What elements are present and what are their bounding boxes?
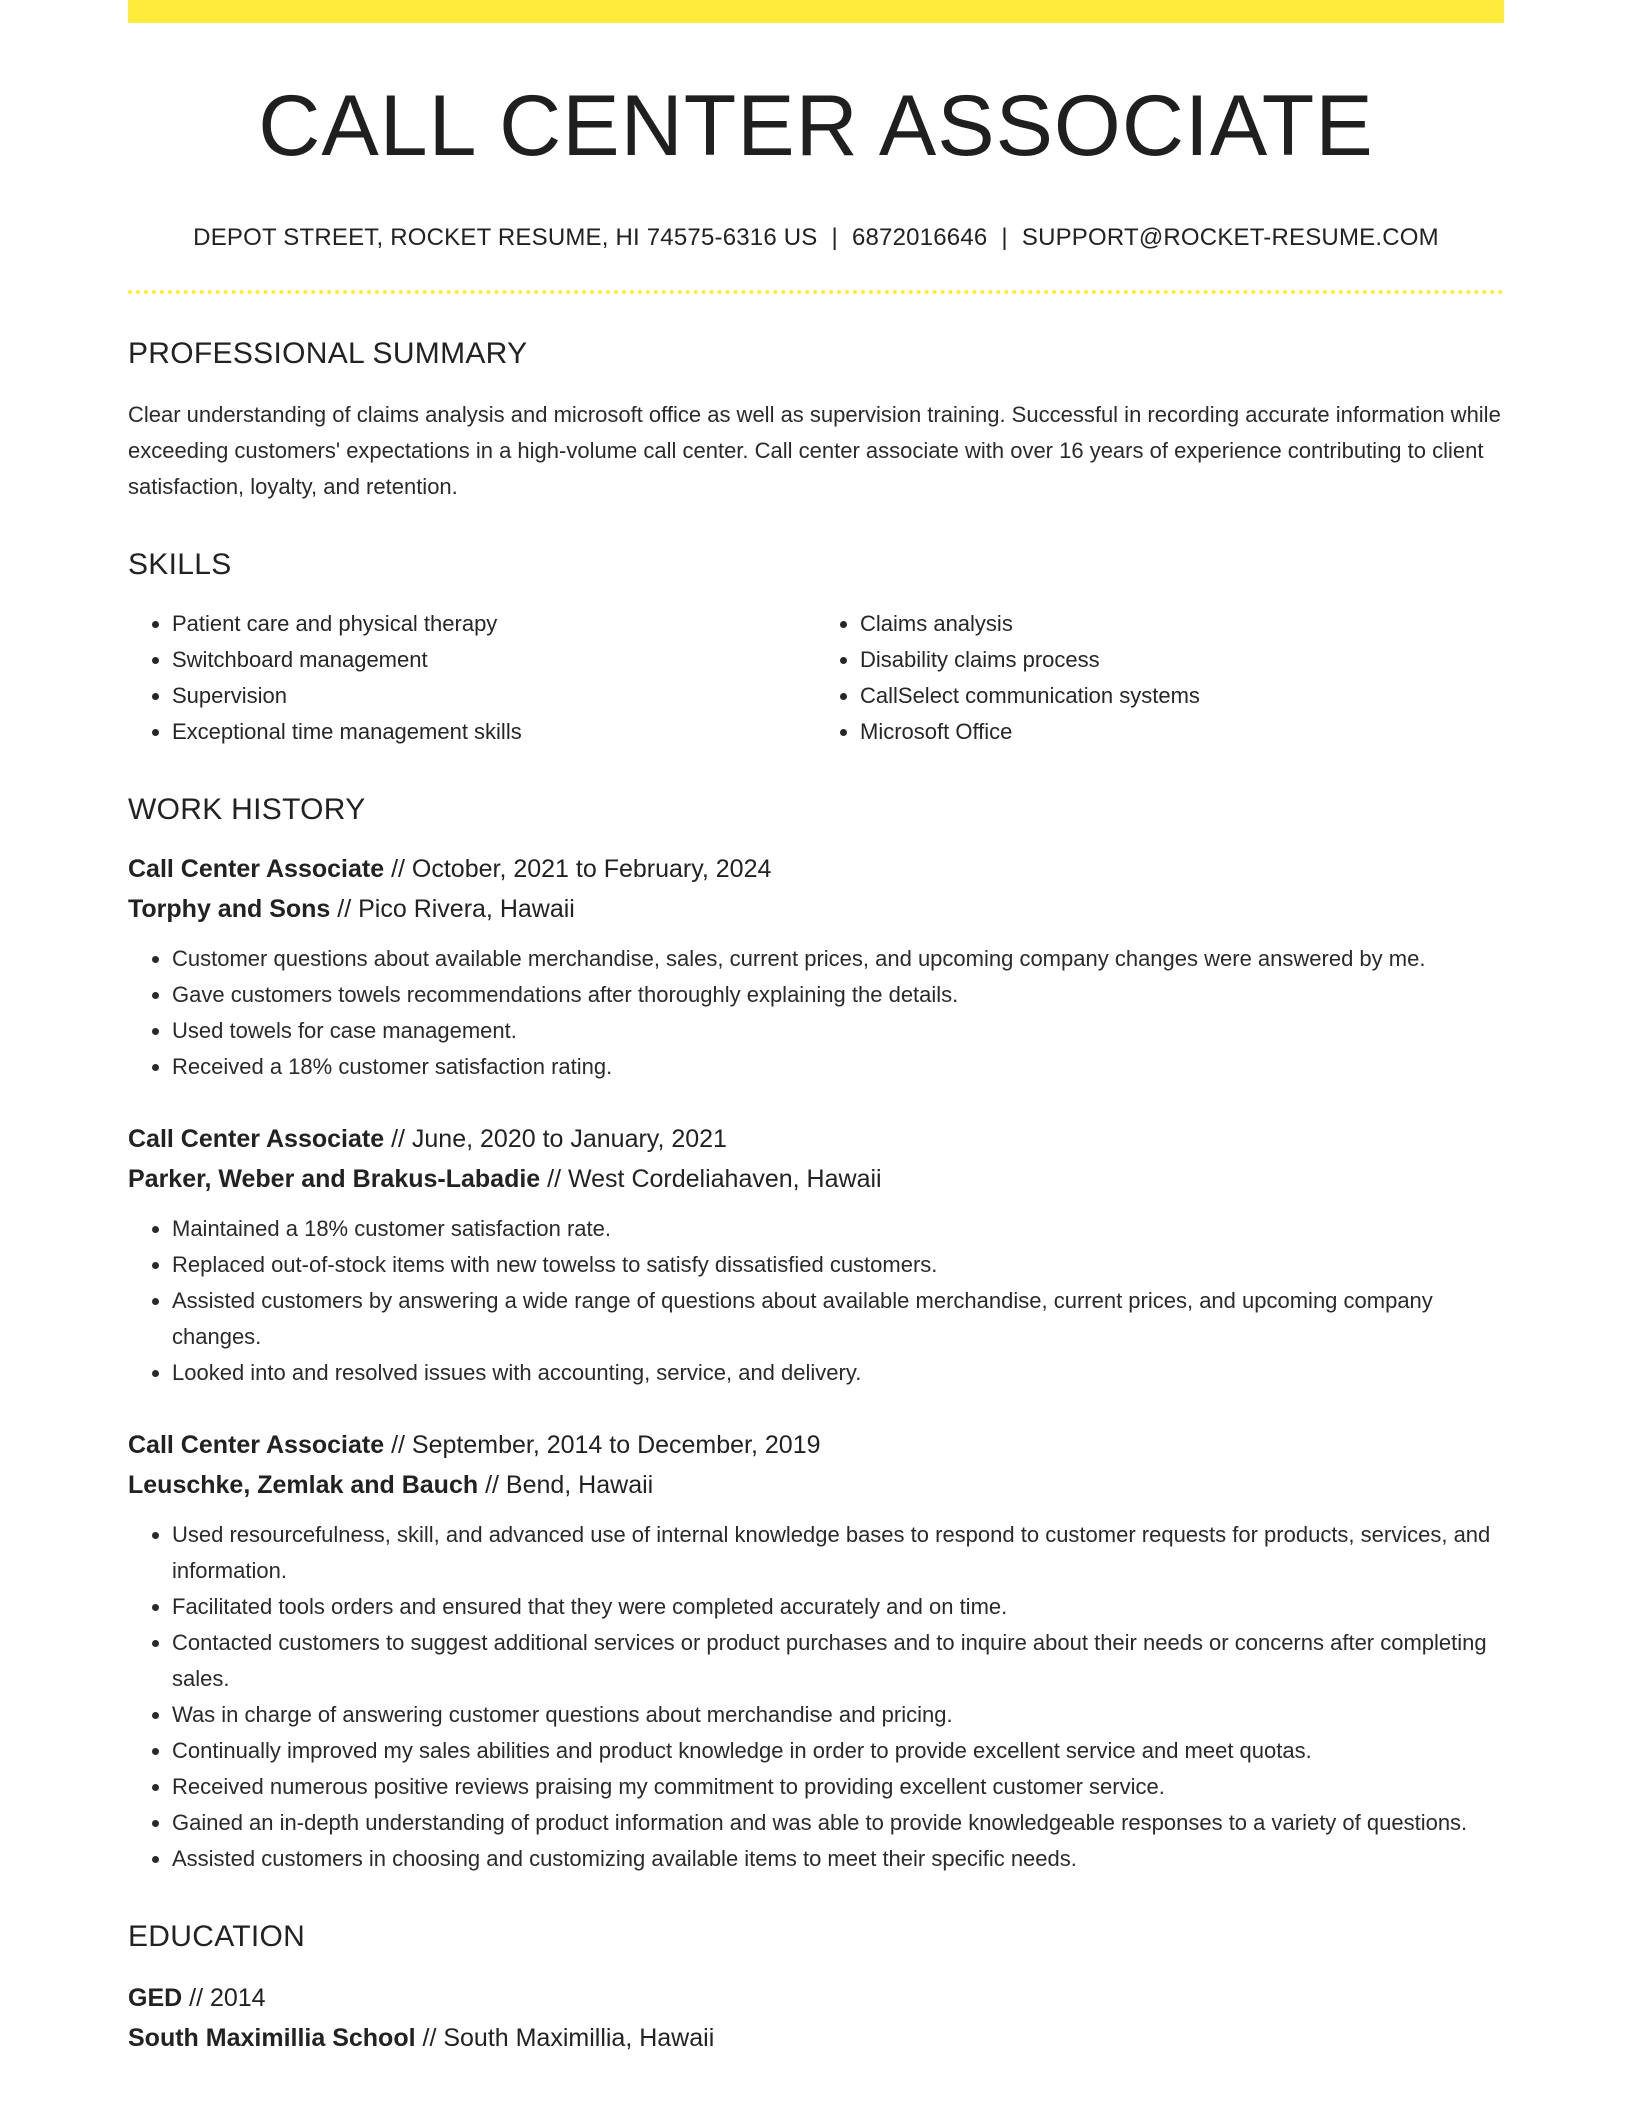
job-bullet: • Assisted customers by answering a wide range of questions about available merchandise, current prices, and upcoming company changes. (172, 1283, 1504, 1355)
job-title-line (128, 849, 1504, 889)
contact-separator: | (831, 223, 838, 251)
education-year: // 2014 (182, 1983, 266, 2012)
summary-section (128, 337, 1504, 505)
skills-columns (128, 606, 1504, 750)
education-location: // South Maximillia, Hawaii (415, 2023, 715, 2052)
job-location: // Bend, Hawaii (478, 1470, 654, 1499)
summary-heading: PROFESSIONAL SUMMARY (128, 336, 528, 370)
job-bullet: • Received a 18% customer satisfaction rating. (172, 1049, 1504, 1085)
job-company: Torphy and Sons (128, 894, 331, 923)
skill-item: • CallSelect communication systems (860, 678, 1504, 714)
job-bullet: • Used towels for case management. (172, 1013, 1504, 1049)
skill-item: • Claims analysis (860, 606, 1504, 642)
accent-bar (128, 0, 1504, 23)
education-school: South Maximillia School (128, 2023, 416, 2052)
job-entry (128, 849, 1504, 1085)
skills-section (128, 548, 1504, 750)
education-entry (128, 1978, 1504, 2058)
skill-item: • Patient care and physical therapy (172, 606, 816, 642)
resume-title: CALL CENTER ASSOCIATE (258, 78, 1374, 174)
education-school-line (128, 2018, 1504, 2058)
contact-separator: | (1001, 223, 1008, 251)
education-degree-line (128, 1978, 1504, 2018)
education-section (128, 1920, 1504, 2058)
job-company: Parker, Weber and Brakus-Labadie (128, 1164, 541, 1193)
work-history-heading: WORK HISTORY (128, 792, 366, 826)
job-bullet: • Facilitated tools orders and ensured that they were completed accurately and on time. (172, 1589, 1504, 1625)
job-bullet: • Assisted customers in choosing and customizing available items to meet their specific needs. (172, 1841, 1504, 1877)
job-bullet: • Used resourcefulness, skill, and advanced use of internal knowledge bases to respond to customer requests for products, services, and information. (172, 1517, 1504, 1589)
job-bullet: • Continually improved my sales abilities and product knowledge in order to provide excellent service and meet quotas. (172, 1733, 1504, 1769)
dotted-divider (128, 290, 1504, 294)
job-company-line (128, 1465, 1504, 1505)
skill-item: • Supervision (172, 678, 816, 714)
job-bullets (128, 1211, 1504, 1391)
job-company: Leuschke, Zemlak and Bauch (128, 1470, 479, 1499)
skill-item: • Disability claims process (860, 642, 1504, 678)
summary-text: Clear understanding of claims analysis and microsoft office as well as supervision training. Successful in recording accurate information while exceeding customers' expectations in a high-volume call center. Call center associate with over 16 years of experience contributing to client satisfaction, loyalty, and retention. (128, 401, 1501, 499)
job-location: // West Cordeliahaven, Hawaii (540, 1164, 882, 1193)
job-company-line (128, 889, 1504, 929)
resume-page (128, 0, 1504, 2058)
job-company-line (128, 1159, 1504, 1199)
contact-address: DEPOT STREET, ROCKET RESUME, HI 74575-6316 US (193, 223, 818, 251)
job-dates: // June, 2020 to January, 2021 (384, 1124, 727, 1153)
skills-heading: SKILLS (128, 547, 232, 581)
job-bullets (128, 941, 1504, 1085)
job-bullet: • Gained an in-depth understanding of product information and was able to provide knowledgeable responses to a variety of questions. (172, 1805, 1504, 1841)
job-bullet: • Looked into and resolved issues with accounting, service, and delivery. (172, 1355, 1504, 1391)
job-bullet: • Received numerous positive reviews praising my commitment to providing excellent customer service. (172, 1769, 1504, 1805)
job-bullet: • Contacted customers to suggest additional services or product purchases and to inquire about their needs or concerns after completing sales. (172, 1625, 1504, 1697)
job-location: // Pico Rivera, Hawaii (330, 894, 575, 923)
skill-item: • Switchboard management (172, 642, 816, 678)
work-history-section (128, 793, 1504, 1877)
skills-right-list (816, 606, 1504, 750)
skill-item: • Microsoft Office (860, 714, 1504, 750)
education-degree: GED (128, 1983, 183, 2012)
contact-line (128, 224, 1504, 252)
job-entry (128, 1119, 1504, 1391)
contact-phone: 6872016646 (851, 223, 988, 251)
job-role: Call Center Associate (128, 1430, 385, 1459)
job-bullet: • Gave customers towels recommendations after thoroughly explaining the details. (172, 977, 1504, 1013)
job-bullet: • Maintained a 18% customer satisfaction rate. (172, 1211, 1504, 1247)
job-bullets (128, 1517, 1504, 1877)
job-title-line (128, 1425, 1504, 1465)
education-heading: EDUCATION (128, 1919, 306, 1953)
job-bullet: • Customer questions about available merchandise, sales, current prices, and upcoming company changes were answered by me. (172, 941, 1504, 977)
contact-email: SUPPORT@ROCKET-RESUME.COM (1021, 223, 1439, 251)
skill-item: • Exceptional time management skills (172, 714, 816, 750)
job-dates: // September, 2014 to December, 2019 (384, 1430, 821, 1459)
job-title-line (128, 1119, 1504, 1159)
job-dates: // October, 2021 to February, 2024 (384, 854, 772, 883)
job-entry (128, 1425, 1504, 1877)
job-bullet: • Was in charge of answering customer questions about merchandise and pricing. (172, 1697, 1504, 1733)
skills-left-list (128, 606, 816, 750)
job-role: Call Center Associate (128, 1124, 385, 1153)
job-bullet: • Replaced out-of-stock items with new towelss to satisfy dissatisfied customers. (172, 1247, 1504, 1283)
job-role: Call Center Associate (128, 854, 385, 883)
